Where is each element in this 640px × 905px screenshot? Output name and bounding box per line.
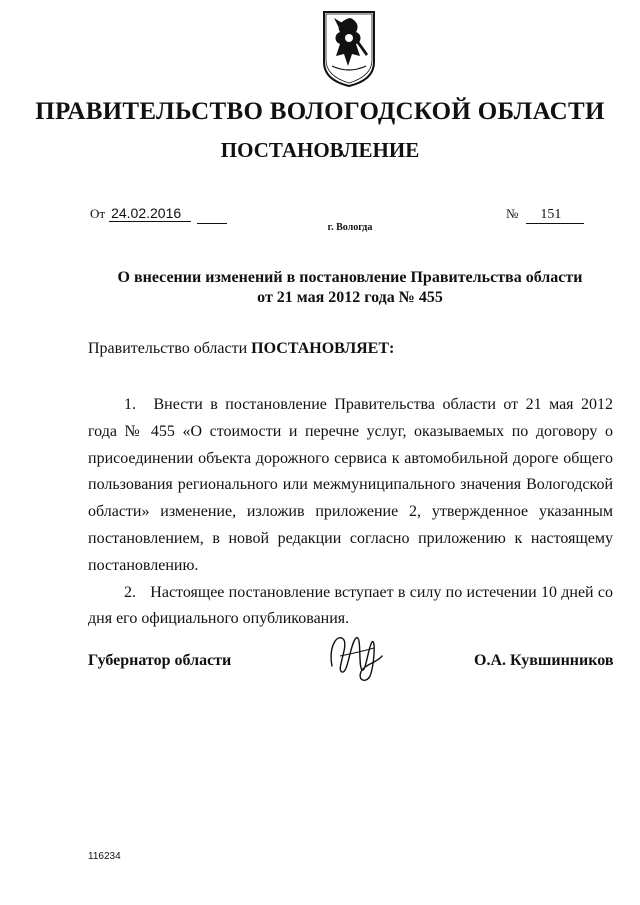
document-id: 116234 [88, 851, 121, 862]
item-number: 2. [124, 583, 136, 601]
date-prefix: От [90, 206, 106, 221]
item-number: 1. [124, 396, 136, 413]
document-type: ПОСТАНОВЛЕНИЕ [220, 138, 420, 162]
city-label: г. Вологда [327, 222, 373, 233]
coat-of-arms-icon [322, 10, 376, 88]
list-item [88, 392, 613, 580]
subject-line-2: от 21 мая 2012 года № 455 [257, 289, 443, 306]
signer-name: О.А. Кувшинников [474, 652, 614, 669]
organization-title: ПРАВИТЕЛЬСТВО ВОЛОГОДСКОЙ ОБЛАСТИ [35, 98, 605, 125]
number-prefix: № [506, 206, 519, 221]
preamble [88, 340, 394, 358]
subject-line-1: О внесении изменений в постановление Правительства области [117, 269, 583, 286]
signer-title: Губернатор области [88, 652, 232, 669]
signature-icon [326, 626, 386, 688]
item-text: Внести в постановление Правительства области от 21 мая 2012 года № 455 «О стоимости и перечне услуг, оказываемых по договору о присоединении объекта дорожного сервиса к автомобильной дороге общего пользования регионального или межмуниципального значения Вологодской области» изменение, изложив приложение 2, утвержденное указанным постановлением, в новой редакции согласно приложению к настоящему постановлению. [88, 396, 613, 574]
preamble-emphasis: ПОСТАНОВЛЯЕТ: [251, 340, 395, 357]
preamble-text: Правительство области [88, 340, 248, 357]
document-date: 24.02.2016 [109, 205, 191, 222]
document-subject [0, 268, 640, 308]
document-body [88, 392, 613, 633]
item-text: Настоящее постановление вступает в силу по истечении 10 дней со дня его официального опубликования. [88, 583, 614, 628]
document-number: 151 [526, 207, 584, 224]
